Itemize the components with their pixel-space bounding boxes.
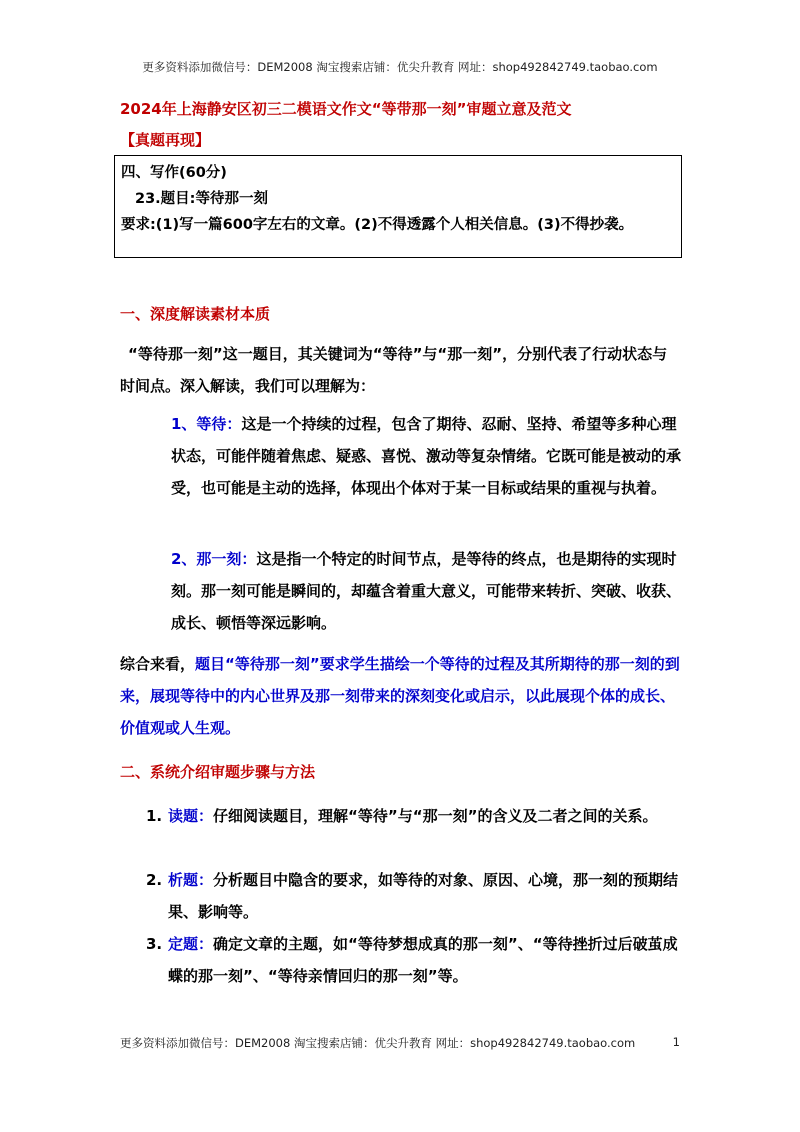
point-moment-label: 2、那一刻：	[171, 550, 257, 568]
section2-heading: 二、系统介绍审题步骤与方法	[120, 763, 316, 781]
question-section-label: 四、写作(60分)	[121, 165, 227, 181]
section1-intro: “等待那一刻”这一题目，其关键词为“等待”与“那一刻”，分别代表了行动状态与时间点。深入解读，我们可以理解为：	[120, 345, 668, 395]
summary-lead: 综合来看，	[120, 655, 196, 673]
footer-text: 更多资料添加微信号：DEM2008 淘宝搜索店铺：优尖升教育 网址：shop492842749.taobao.com	[120, 1036, 636, 1050]
point-moment	[171, 543, 682, 639]
page-number: 1	[672, 1035, 680, 1049]
step-label: 定题：	[168, 935, 214, 953]
section1-heading: 一、深度解读素材本质	[120, 305, 271, 323]
question-title: 23.题目:等待那一刻	[135, 191, 268, 207]
step-label: 析题：	[168, 871, 214, 889]
step-text: 确定文章的主题，如“等待梦想成真的那一刻”、“等待挫折过后破茧成蝶的那一刻”、“等待亲情回归的那一刻”等。	[168, 935, 678, 985]
step-text: 分析题目中隐含的要求，如等待的对象、原因、心境，那一刻的预期结果、影响等。	[168, 871, 679, 921]
step-number: 1.	[146, 807, 163, 825]
section-subtitle: 【真题再现】	[120, 131, 211, 149]
section1-summary	[120, 648, 682, 744]
document-title: 2024年上海静安区初三二模语文作文“等带那一刻”审题立意及范文	[120, 100, 572, 118]
step-item-decide	[146, 928, 682, 992]
page-footer	[120, 1035, 680, 1051]
point-waiting-label: 1、等待：	[171, 415, 242, 433]
step-text: 仔细阅读题目，理解“等待”与“那一刻”的含义及二者之间的关系。	[213, 807, 658, 825]
question-requirement: 要求:(1)写一篇600字左右的文章。(2)不得透露个人相关信息。(3)不得抄袭。	[121, 217, 634, 233]
step-number: 3.	[146, 935, 163, 953]
step-item-analyze	[146, 864, 682, 928]
step-label: 读题：	[168, 807, 214, 825]
point-waiting-text: 这是一个持续的过程，包含了期待、忍耐、坚持、希望等多种心理状态，可能伴随着焦虑、疑惑、喜悦、激动等复杂情绪。它既可能是被动的承受，也可能是主动的选择，体现出个体对于某一目标或结果的重视与执着。	[171, 415, 682, 497]
question-box	[114, 155, 682, 258]
point-waiting	[171, 408, 682, 504]
point-moment-text: 这是指一个特定的时间节点，是等待的终点，也是期待的实现时刻。那一刻可能是瞬间的，却蕴含着重大意义，可能带来转折、突破、收获、成长、顿悟等深远影响。	[171, 550, 682, 632]
page-header: 更多资料添加微信号：DEM2008 淘宝搜索店铺：优尖升教育 网址：shop492842749.taobao.com	[142, 60, 658, 74]
step-item-read	[146, 800, 682, 832]
summary-text: 题目“等待那一刻”要求学生描绘一个等待的过程及其所期待的那一刻的到来，展现等待中的内心世界及那一刻带来的深刻变化或启示，以此展现个体的成长、价值观或人生观。	[120, 655, 680, 737]
step-number: 2.	[146, 871, 163, 889]
